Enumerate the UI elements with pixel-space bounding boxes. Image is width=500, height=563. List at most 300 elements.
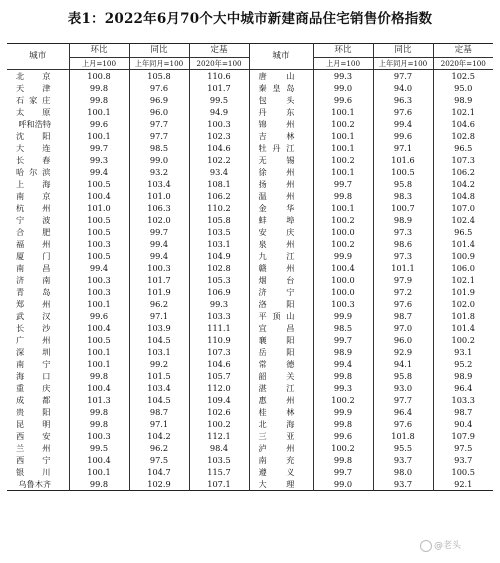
city-cell: 宁 波 — [7, 214, 69, 226]
value-cell: 104.5 — [129, 334, 189, 346]
value-cell: 92.1 — [454, 479, 473, 489]
value-cell: 99.4 — [69, 262, 129, 274]
value-cell: 106.2 — [451, 167, 475, 177]
table-row — [7, 310, 493, 322]
value-cell: 97.9 — [373, 274, 433, 286]
value-cell: 100.2 — [313, 154, 373, 166]
value-cell: 102.8 — [189, 262, 249, 274]
city-cell: 上 海 — [7, 178, 69, 190]
city-cell: 广 州 — [7, 334, 69, 346]
city-cell: 海 口 — [7, 370, 69, 382]
city-cell: 安 庆 — [249, 226, 313, 238]
city-header: 城市 — [7, 44, 69, 70]
city-cell: 秦皇岛 — [249, 82, 313, 94]
value-cell: 99.6 — [69, 310, 129, 322]
value-cell: 110.2 — [189, 202, 249, 214]
value-cell: 100.2 — [189, 418, 249, 430]
value-cell: 97.3 — [373, 250, 433, 262]
table-row — [7, 334, 493, 346]
mom-header: 环比 — [69, 44, 129, 58]
watermark-logo-icon — [420, 540, 432, 552]
city-cell: 重 庆 — [7, 382, 69, 394]
value-cell: 99.9 — [313, 250, 373, 262]
city-cell: 南 昌 — [7, 262, 69, 274]
value-cell: 101.3 — [69, 394, 129, 406]
value-cell: 97.1 — [129, 310, 189, 322]
value-cell: 99.7 — [69, 142, 129, 154]
value-cell: 101.4 — [451, 323, 475, 333]
city-cell: 韶 关 — [249, 370, 313, 382]
table-row — [7, 94, 493, 106]
value-cell: 99.4 — [313, 358, 373, 370]
value-cell: 97.0 — [373, 322, 433, 334]
value-cell: 110.6 — [189, 70, 249, 83]
value-cell: 97.6 — [373, 298, 433, 310]
value-cell: 100.3 — [313, 298, 373, 310]
value-cell: 97.5 — [454, 443, 473, 453]
city-cell: 大 连 — [7, 142, 69, 154]
table-row — [7, 454, 493, 466]
value-cell: 97.3 — [373, 226, 433, 238]
value-cell: 104.2 — [129, 430, 189, 442]
value-cell: 97.7 — [373, 70, 433, 83]
value-cell: 99.8 — [313, 190, 373, 202]
table-row — [7, 142, 493, 154]
value-cell: 101.9 — [129, 286, 189, 298]
city-cell: 呼和浩特 — [7, 118, 69, 130]
city-cell: 兰 州 — [7, 442, 69, 454]
value-cell: 100.2 — [451, 335, 475, 345]
value-cell: 105.8 — [189, 214, 249, 226]
value-cell: 96.2 — [129, 442, 189, 454]
city-cell: 杭 州 — [7, 202, 69, 214]
value-cell: 100.2 — [313, 394, 373, 406]
value-cell: 99.8 — [69, 94, 129, 106]
value-cell: 99.8 — [69, 406, 129, 418]
value-cell: 100.3 — [69, 430, 129, 442]
city-cell: 哈尔滨 — [7, 166, 69, 178]
table-row — [7, 226, 493, 238]
value-cell: 104.7 — [129, 466, 189, 478]
value-cell: 95.5 — [373, 442, 433, 454]
value-cell: 99.6 — [69, 118, 129, 130]
table-row — [7, 190, 493, 202]
value-cell: 98.7 — [454, 407, 473, 417]
value-cell: 98.5 — [313, 322, 373, 334]
value-cell: 100.3 — [69, 286, 129, 298]
value-cell: 99.6 — [373, 130, 433, 142]
value-cell: 100.1 — [69, 358, 129, 370]
value-cell: 101.8 — [451, 311, 475, 321]
value-cell: 97.7 — [129, 118, 189, 130]
table-row — [7, 178, 493, 190]
city-cell: 石家庄 — [7, 94, 69, 106]
table-row — [7, 322, 493, 334]
value-cell: 102.1 — [451, 275, 475, 285]
value-cell: 104.6 — [189, 142, 249, 154]
value-cell: 103.4 — [129, 382, 189, 394]
value-cell: 94.1 — [373, 358, 433, 370]
table-row — [7, 358, 493, 370]
value-cell: 102.8 — [451, 131, 475, 141]
value-cell: 97.6 — [373, 106, 433, 118]
city-cell: 襄 阳 — [249, 334, 313, 346]
city-cell: 温 州 — [249, 190, 313, 202]
value-cell: 96.9 — [129, 94, 189, 106]
value-cell: 100.4 — [69, 454, 129, 466]
value-cell: 99.8 — [69, 418, 129, 430]
value-cell: 111.1 — [189, 322, 249, 334]
value-cell: 102.9 — [129, 478, 189, 491]
value-cell: 105.7 — [189, 370, 249, 382]
value-cell: 103.3 — [451, 395, 475, 405]
table-row — [7, 166, 493, 178]
value-cell: 110.9 — [189, 334, 249, 346]
base-subheader: 2020年=100 — [189, 58, 249, 70]
city-cell: 蚌 埠 — [249, 214, 313, 226]
table-row — [7, 286, 493, 298]
value-cell: 98.5 — [129, 142, 189, 154]
value-cell: 98.4 — [189, 442, 249, 454]
watermark — [420, 538, 461, 552]
value-cell: 99.6 — [313, 430, 373, 442]
value-cell: 100.9 — [451, 251, 475, 261]
city-cell: 平顶山 — [249, 310, 313, 322]
table-row — [7, 154, 493, 166]
value-cell: 93.2 — [129, 166, 189, 178]
table-row — [7, 418, 493, 430]
value-cell: 105.3 — [189, 274, 249, 286]
value-cell: 97.1 — [129, 418, 189, 430]
table-row — [7, 370, 493, 382]
value-cell: 103.1 — [129, 346, 189, 358]
value-cell: 100.2 — [313, 238, 373, 250]
value-cell: 95.0 — [454, 83, 473, 93]
value-cell: 95.8 — [373, 370, 433, 382]
value-cell: 106.2 — [189, 190, 249, 202]
city-cell: 西 宁 — [7, 454, 69, 466]
value-cell: 100.1 — [313, 130, 373, 142]
value-cell: 94.9 — [189, 106, 249, 118]
value-cell: 100.7 — [373, 202, 433, 214]
city-cell: 北 海 — [249, 418, 313, 430]
city-cell: 烟 台 — [249, 274, 313, 286]
value-cell: 99.7 — [129, 226, 189, 238]
city-cell: 合 肥 — [7, 226, 69, 238]
value-cell: 98.6 — [373, 238, 433, 250]
value-cell: 101.1 — [373, 262, 433, 274]
value-cell: 99.7 — [313, 466, 373, 478]
value-cell: 96.0 — [373, 334, 433, 346]
base-header-2: 定基 — [433, 44, 493, 58]
city-cell: 三 亚 — [249, 430, 313, 442]
city-cell: 银 川 — [7, 466, 69, 478]
city-cell: 包 头 — [249, 94, 313, 106]
table-row — [7, 274, 493, 286]
city-cell: 宜 昌 — [249, 322, 313, 334]
table-body — [7, 70, 493, 491]
table-row — [7, 238, 493, 250]
city-cell: 金 华 — [249, 202, 313, 214]
city-cell: 泸 州 — [249, 442, 313, 454]
value-cell: 101.0 — [129, 190, 189, 202]
value-cell: 93.7 — [373, 478, 433, 491]
value-cell: 99.3 — [189, 298, 249, 310]
table-row — [7, 106, 493, 118]
city-cell: 武 汉 — [7, 310, 69, 322]
value-cell: 100.2 — [313, 442, 373, 454]
city-cell: 沈 阳 — [7, 130, 69, 142]
value-cell: 95.2 — [454, 359, 473, 369]
city-cell: 吉 林 — [249, 130, 313, 142]
value-cell: 99.3 — [313, 382, 373, 394]
value-cell: 100.1 — [69, 346, 129, 358]
city-cell: 乌鲁木齐 — [7, 478, 69, 491]
value-cell: 98.9 — [454, 371, 473, 381]
city-cell: 南 宁 — [7, 358, 69, 370]
value-cell: 101.4 — [451, 239, 475, 249]
value-cell: 100.0 — [313, 274, 373, 286]
value-cell: 102.4 — [451, 215, 475, 225]
value-cell: 100.1 — [313, 142, 373, 154]
mom-subheader: 上月=100 — [69, 58, 129, 70]
value-cell: 99.0 — [313, 82, 373, 94]
city-cell: 济 南 — [7, 274, 69, 286]
value-cell: 109.4 — [189, 394, 249, 406]
value-cell: 100.2 — [313, 214, 373, 226]
value-cell: 99.0 — [313, 478, 373, 491]
city-cell: 桂 林 — [249, 406, 313, 418]
value-cell: 97.7 — [373, 394, 433, 406]
value-cell: 107.3 — [451, 155, 475, 165]
value-cell: 99.8 — [313, 418, 373, 430]
value-cell: 100.0 — [313, 226, 373, 238]
mom-subheader-2: 上月=100 — [313, 58, 373, 70]
table-row — [7, 430, 493, 442]
table-row — [7, 70, 493, 83]
base-header: 定基 — [189, 44, 249, 58]
city-cell: 深 圳 — [7, 346, 69, 358]
value-cell: 106.9 — [189, 286, 249, 298]
city-cell: 西 安 — [7, 430, 69, 442]
value-cell: 106.3 — [129, 202, 189, 214]
city-cell: 泉 州 — [249, 238, 313, 250]
value-cell: 100.1 — [313, 106, 373, 118]
table-row — [7, 262, 493, 274]
value-cell: 100.1 — [313, 202, 373, 214]
city-cell: 赣 州 — [249, 262, 313, 274]
value-cell: 104.2 — [451, 179, 475, 189]
value-cell: 100.4 — [69, 322, 129, 334]
city-cell: 昆 明 — [7, 418, 69, 430]
value-cell: 93.0 — [373, 382, 433, 394]
table-row — [7, 250, 493, 262]
value-cell: 102.0 — [129, 214, 189, 226]
value-cell: 99.3 — [69, 154, 129, 166]
city-cell: 南 充 — [249, 454, 313, 466]
value-cell: 92.9 — [373, 346, 433, 358]
value-cell: 100.3 — [129, 262, 189, 274]
value-cell: 98.9 — [454, 95, 473, 105]
value-cell: 99.7 — [313, 334, 373, 346]
city-cell: 九 江 — [249, 250, 313, 262]
value-cell: 103.4 — [129, 178, 189, 190]
value-cell: 100.4 — [69, 382, 129, 394]
table-row — [7, 406, 493, 418]
value-cell: 102.2 — [189, 154, 249, 166]
city-cell: 洛 阳 — [249, 298, 313, 310]
value-cell: 103.3 — [189, 310, 249, 322]
price-index-table — [7, 43, 493, 491]
value-cell: 99.4 — [373, 118, 433, 130]
value-cell: 96.2 — [129, 298, 189, 310]
value-cell: 102.6 — [189, 406, 249, 418]
value-cell: 93.4 — [189, 166, 249, 178]
city-header-2: 城市 — [249, 44, 313, 70]
value-cell: 95.8 — [373, 178, 433, 190]
value-cell: 93.7 — [454, 455, 473, 465]
value-cell: 101.9 — [451, 287, 475, 297]
value-cell: 107.0 — [451, 203, 475, 213]
value-cell: 100.1 — [69, 298, 129, 310]
value-cell: 103.1 — [189, 238, 249, 250]
city-cell: 天 津 — [7, 82, 69, 94]
city-cell: 扬 州 — [249, 178, 313, 190]
value-cell: 101.6 — [373, 154, 433, 166]
value-cell: 96.5 — [454, 227, 473, 237]
city-cell: 大 理 — [249, 478, 313, 491]
city-cell: 成 都 — [7, 394, 69, 406]
city-cell: 郑 州 — [7, 298, 69, 310]
value-cell: 112.1 — [189, 430, 249, 442]
city-cell: 徐 州 — [249, 166, 313, 178]
value-cell: 99.8 — [69, 82, 129, 94]
value-cell: 101.7 — [189, 82, 249, 94]
table-row — [7, 118, 493, 130]
city-cell: 福 州 — [7, 238, 69, 250]
value-cell: 100.3 — [69, 274, 129, 286]
value-cell: 94.0 — [373, 82, 433, 94]
value-cell: 99.8 — [313, 370, 373, 382]
yoy-subheader-2: 上年同月=100 — [373, 58, 433, 70]
value-cell: 99.8 — [69, 478, 129, 491]
base-subheader-2: 2020年=100 — [433, 58, 493, 70]
value-cell: 104.9 — [189, 250, 249, 262]
city-cell: 锦 州 — [249, 118, 313, 130]
value-cell: 99.5 — [69, 442, 129, 454]
city-cell: 贵 阳 — [7, 406, 69, 418]
value-cell: 98.9 — [373, 214, 433, 226]
table-row — [7, 394, 493, 406]
value-cell: 99.7 — [313, 178, 373, 190]
table-row — [7, 382, 493, 394]
city-cell: 丹 东 — [249, 106, 313, 118]
table-title: 表1：2022年6月70个大中城市新建商品住宅销售价格指数 — [67, 11, 433, 27]
value-cell: 101.0 — [69, 202, 129, 214]
value-cell: 97.7 — [129, 130, 189, 142]
value-cell: 103.9 — [129, 322, 189, 334]
city-cell: 牡丹江 — [249, 142, 313, 154]
table-row — [7, 346, 493, 358]
city-cell: 常 德 — [249, 358, 313, 370]
value-cell: 103.5 — [189, 454, 249, 466]
value-cell: 107.9 — [451, 431, 475, 441]
value-cell: 100.4 — [313, 262, 373, 274]
value-cell: 97.6 — [129, 82, 189, 94]
value-cell: 99.9 — [313, 310, 373, 322]
value-cell: 102.5 — [451, 71, 475, 81]
city-cell: 无 锡 — [249, 154, 313, 166]
value-cell: 99.9 — [313, 406, 373, 418]
value-cell: 100.5 — [69, 214, 129, 226]
value-cell: 97.2 — [373, 286, 433, 298]
value-cell: 100.5 — [69, 334, 129, 346]
value-cell: 100.1 — [69, 106, 129, 118]
value-cell: 98.9 — [313, 346, 373, 358]
value-cell: 100.5 — [69, 250, 129, 262]
table-row — [7, 298, 493, 310]
city-cell: 长 春 — [7, 154, 69, 166]
value-cell: 97.5 — [129, 454, 189, 466]
value-cell: 104.6 — [189, 358, 249, 370]
value-cell: 105.8 — [129, 70, 189, 83]
mom-header-2: 环比 — [313, 44, 373, 58]
value-cell: 104.8 — [451, 191, 475, 201]
watermark-text: @老头 — [434, 541, 462, 551]
city-cell: 青 岛 — [7, 286, 69, 298]
value-cell: 100.5 — [69, 178, 129, 190]
value-cell: 100.5 — [69, 226, 129, 238]
value-cell: 99.2 — [129, 358, 189, 370]
table-row — [7, 214, 493, 226]
value-cell: 108.1 — [189, 178, 249, 190]
value-cell: 104.5 — [129, 394, 189, 406]
value-cell: 100.4 — [69, 190, 129, 202]
value-cell: 99.8 — [313, 454, 373, 466]
value-cell: 96.5 — [454, 143, 473, 153]
table-row — [7, 478, 493, 491]
city-cell: 济 宁 — [249, 286, 313, 298]
value-cell: 107.3 — [189, 346, 249, 358]
value-cell: 90.4 — [454, 419, 473, 429]
value-cell: 93.1 — [454, 347, 473, 357]
value-cell: 100.3 — [69, 238, 129, 250]
value-cell: 99.4 — [129, 250, 189, 262]
value-cell: 101.8 — [373, 430, 433, 442]
value-cell: 100.1 — [313, 166, 373, 178]
yoy-header-2: 同比 — [373, 44, 433, 58]
value-cell: 100.1 — [69, 466, 129, 478]
yoy-header: 同比 — [129, 44, 189, 58]
table-row — [7, 442, 493, 454]
value-cell: 102.1 — [451, 107, 475, 117]
value-cell: 99.8 — [69, 370, 129, 382]
value-cell: 98.7 — [129, 406, 189, 418]
value-cell: 101.5 — [129, 370, 189, 382]
value-cell: 107.1 — [189, 478, 249, 491]
value-cell: 115.7 — [189, 466, 249, 478]
value-cell: 99.6 — [313, 94, 373, 106]
yoy-subheader: 上年同月=100 — [129, 58, 189, 70]
value-cell: 96.4 — [454, 383, 473, 393]
city-cell: 北 京 — [7, 70, 69, 83]
value-cell: 100.1 — [69, 130, 129, 142]
value-cell: 99.0 — [129, 154, 189, 166]
value-cell: 103.5 — [189, 226, 249, 238]
value-cell: 96.3 — [373, 94, 433, 106]
value-cell: 106.0 — [451, 263, 475, 273]
value-cell: 102.3 — [189, 130, 249, 142]
